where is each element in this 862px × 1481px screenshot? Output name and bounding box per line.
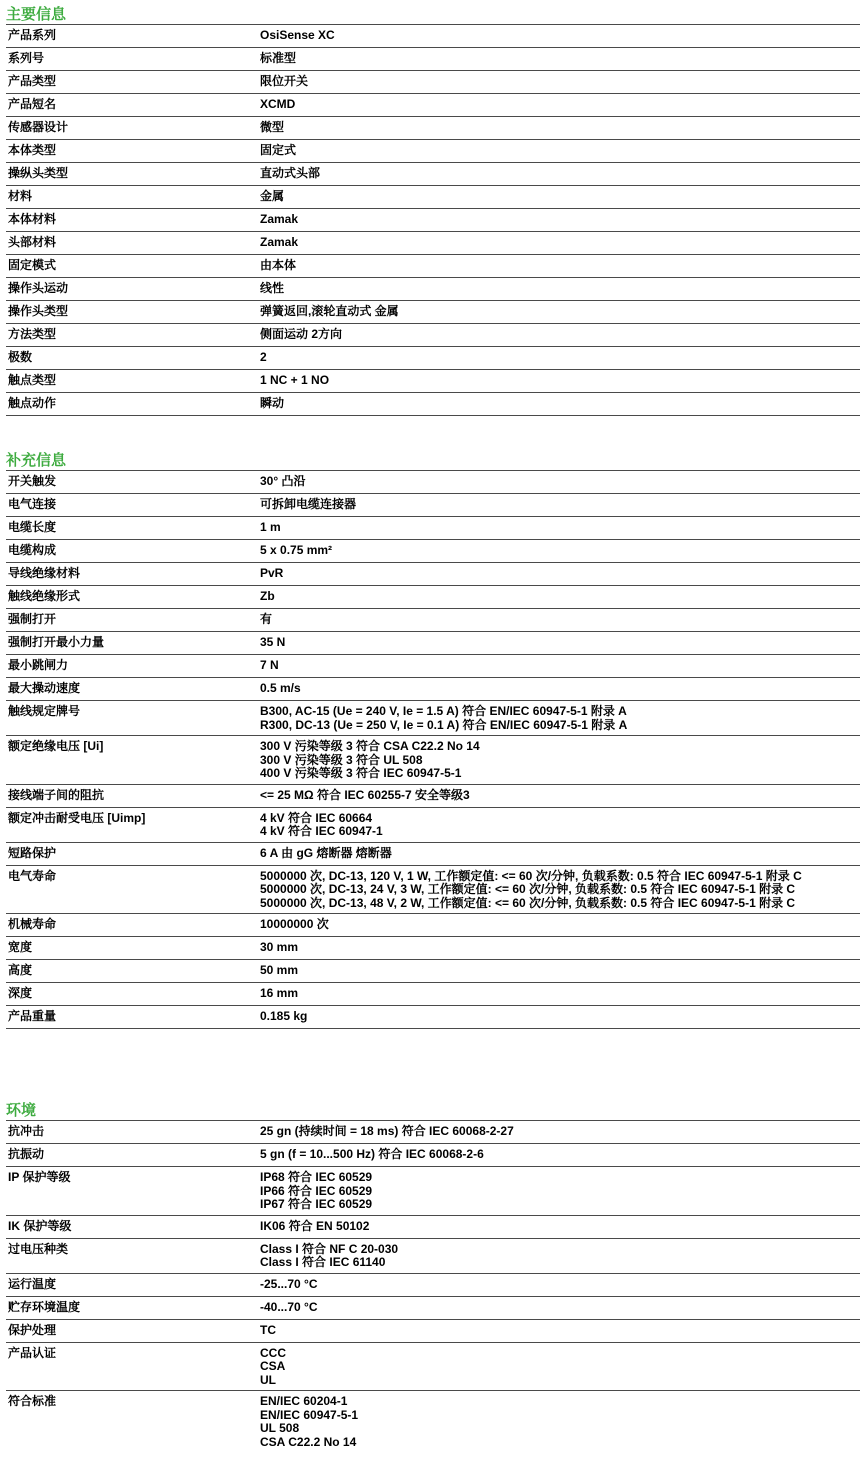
section-title: 补充信息 — [6, 452, 67, 469]
spec-value-line: IK06 符合 EN 50102 — [260, 1218, 370, 1233]
section-3 — [6, 1102, 860, 1452]
spec-row — [6, 865, 860, 914]
spec-value — [258, 1121, 860, 1143]
spec-label: 最小跳闸力 — [8, 658, 69, 672]
spec-label: 导线绝缘材料 — [8, 566, 81, 580]
spec-value-line: 标准型 — [260, 51, 297, 65]
spec-value — [258, 94, 860, 116]
spec-row — [6, 162, 860, 185]
spec-value-line: CSA C22.2 No 14 — [260, 1434, 357, 1449]
spec-value — [258, 1320, 860, 1342]
spec-value-line: CCC — [260, 1345, 286, 1360]
spec-value-line: 微型 — [260, 120, 285, 134]
spec-label: 产品类型 — [8, 74, 57, 88]
spec-row — [6, 93, 860, 116]
spec-value-line: 300 V 污染等级 3 符合 UL 508 — [260, 752, 423, 767]
spec-row — [6, 1120, 860, 1143]
spec-value — [258, 301, 860, 323]
spec-value-line: XCMD — [260, 97, 296, 111]
spec-row — [6, 562, 860, 585]
spec-label: 电气连接 — [8, 497, 57, 511]
spec-value — [258, 517, 860, 539]
spec-label: 接线端子间的阻抗 — [8, 787, 105, 802]
spec-value — [258, 232, 860, 254]
spec-label: IK 保护等级 — [8, 1218, 72, 1233]
spec-label: 材料 — [8, 189, 33, 203]
spec-value-line: 5 gn (f = 10...500 Hz) 符合 IEC 60068-2-6 — [260, 1147, 484, 1161]
spec-row — [6, 784, 860, 807]
spec-value-line: 弹簧返回,滚轮直动式 金属 — [260, 304, 399, 318]
spec-value-line: 5000000 次, DC-13, 120 V, 1 W, 工作额定值: <= 60 次/分钟, 负载系数: 0.5 符合 IEC 60947-5-1 附录 C — [260, 868, 802, 883]
spec-value-line: CSA — [260, 1359, 286, 1373]
spec-value-line: Class I 符合 NF C 20-030 — [260, 1241, 399, 1256]
spec-value-line: 30° 凸沿 — [260, 474, 306, 488]
spec-value — [258, 25, 860, 47]
spec-label: 高度 — [8, 963, 33, 977]
spec-value-line: EN/IEC 60204-1 — [260, 1394, 348, 1408]
spec-row — [6, 323, 860, 346]
spec-value-line: 35 N — [260, 635, 286, 649]
spec-row — [6, 208, 860, 231]
spec-value-line: 0.185 kg — [260, 1009, 308, 1023]
spec-row — [6, 539, 860, 562]
section-title: 环境 — [6, 1102, 37, 1119]
spec-value — [258, 186, 860, 208]
spec-value — [258, 843, 860, 865]
spec-value-line: 4 kV 符合 IEC 60664 — [260, 810, 373, 825]
spec-value — [258, 48, 860, 70]
spec-label: 抗振动 — [8, 1147, 45, 1161]
spec-value-line: R300, DC-13 (Ue = 250 V, Ie = 0.1 A) 符合 EN/IEC 60947-5-1 附录 A — [260, 717, 628, 732]
spec-value — [258, 866, 860, 914]
spec-value-line: 300 V 污染等级 3 符合 CSA C22.2 No 14 — [260, 739, 480, 753]
spec-row — [6, 842, 860, 865]
spec-value — [258, 370, 860, 392]
spec-value — [258, 209, 860, 231]
spec-value-line: <= 25 MΩ 符合 IEC 60255-7 安全等级3 — [260, 787, 470, 802]
spec-value-line: 限位开关 — [260, 74, 309, 88]
spec-row — [6, 608, 860, 631]
spec-value-line: Zamak — [260, 212, 299, 226]
spec-value — [258, 1391, 860, 1452]
spec-value-line: PvR — [260, 566, 284, 580]
spec-label: 固定模式 — [8, 258, 57, 272]
spec-value — [258, 471, 860, 493]
spec-label: 传感器设计 — [8, 120, 69, 134]
spec-value — [258, 1006, 860, 1028]
spec-value-line: 50 mm — [260, 963, 299, 977]
spec-value — [258, 914, 860, 936]
spec-value — [258, 808, 860, 842]
spec-row — [6, 300, 860, 323]
spec-value — [258, 1274, 860, 1296]
spec-label: 额定绝缘电压 [Ui] — [8, 739, 104, 753]
spec-value-line: 金属 — [260, 189, 285, 203]
spec-value-line: IP68 符合 IEC 60529 — [260, 1170, 373, 1184]
spec-value-line: EN/IEC 60947-5-1 — [260, 1407, 359, 1422]
spec-row — [6, 24, 860, 47]
spec-value-line: -25...70 °C — [260, 1276, 318, 1291]
spec-value — [258, 494, 860, 516]
spec-row — [6, 369, 860, 392]
spec-value — [258, 1167, 860, 1215]
spec-value — [258, 140, 860, 162]
spec-value-line: IP67 符合 IEC 60529 — [260, 1197, 373, 1211]
spec-value — [258, 324, 860, 346]
spec-row — [6, 700, 860, 735]
spec-value — [258, 960, 860, 982]
spec-row — [6, 116, 860, 139]
spec-value-line: 4 kV 符合 IEC 60947-1 — [260, 824, 383, 838]
spec-value — [258, 278, 860, 300]
spec-value-line: UL — [260, 1372, 276, 1387]
spec-value-line: 6 A 由 gG 熔断器 熔断器 — [260, 845, 392, 860]
spec-row — [6, 913, 860, 936]
spec-value-line: 10000000 次 — [260, 917, 329, 931]
spec-value — [258, 1216, 860, 1238]
spec-label: 电缆长度 — [8, 520, 57, 534]
spec-row — [6, 1342, 860, 1391]
spec-row — [6, 1005, 860, 1028]
spec-value-line: 7 N — [260, 658, 279, 672]
spec-row — [6, 959, 860, 982]
spec-label: 产品系列 — [8, 28, 57, 42]
spec-value-line: 400 V 污染等级 3 符合 IEC 60947-5-1 — [260, 766, 462, 780]
spec-value-line: 30 mm — [260, 940, 299, 954]
spec-label: IP 保护等级 — [8, 1170, 71, 1184]
spec-value-line: 16 mm — [260, 986, 299, 1000]
spec-row — [6, 47, 860, 70]
spec-row — [6, 735, 860, 784]
spec-value-line: 瞬动 — [260, 396, 285, 410]
spec-label: 本体材料 — [8, 212, 57, 226]
spec-row — [6, 1238, 860, 1273]
spec-value-line: Zb — [260, 589, 275, 603]
spec-label: 开关触发 — [8, 474, 57, 488]
spec-label: 操纵头类型 — [8, 166, 69, 180]
spec-value — [258, 586, 860, 608]
spec-label: 额定冲击耐受电压 [Uimp] — [8, 810, 146, 825]
spec-value-line: 2 — [260, 350, 267, 364]
spec-value-line: 可拆卸电缆连接器 — [260, 497, 357, 511]
spec-value — [258, 678, 860, 700]
spec-value — [258, 632, 860, 654]
spec-value-line: Zamak — [260, 235, 299, 249]
spec-row — [6, 654, 860, 677]
spec-value-line: 线性 — [260, 281, 285, 295]
spec-row — [6, 493, 860, 516]
spec-label: 保护处理 — [8, 1322, 57, 1337]
spec-label: 机械寿命 — [8, 917, 57, 931]
spec-label: 符合标准 — [8, 1394, 57, 1408]
spec-row — [6, 516, 860, 539]
spec-label: 抗冲击 — [8, 1124, 45, 1138]
spec-value — [258, 736, 860, 784]
spec-value-line: -40...70 °C — [260, 1299, 318, 1314]
spec-value-line: OsiSense XC — [260, 28, 335, 42]
spec-row — [6, 807, 860, 842]
spec-row — [6, 470, 860, 493]
spec-label: 产品认证 — [8, 1345, 57, 1360]
spec-row — [6, 1215, 860, 1238]
spec-row — [6, 1390, 860, 1452]
spec-value-line: 1 m — [260, 520, 281, 534]
spec-label: 产品短名 — [8, 97, 57, 111]
spec-row — [6, 631, 860, 654]
spec-value — [258, 937, 860, 959]
section-title: 主要信息 — [6, 6, 67, 23]
spec-value-line: TC — [260, 1322, 276, 1337]
spec-value-line: B300, AC-15 (Ue = 240 V, Ie = 1.5 A) 符合 EN/IEC 60947-5-1 附录 A — [260, 704, 627, 718]
spec-value-line: 5 x 0.75 mm² — [260, 543, 333, 557]
spec-label: 触点动作 — [8, 396, 57, 410]
section-1 — [6, 6, 860, 416]
spec-row — [6, 231, 860, 254]
spec-value-line: 有 — [260, 612, 273, 626]
spec-label: 过电压种类 — [8, 1241, 69, 1256]
spec-label: 深度 — [8, 986, 33, 1000]
spec-row — [6, 277, 860, 300]
spec-label: 电缆构成 — [8, 543, 57, 557]
spec-label: 强制打开最小力量 — [8, 635, 105, 649]
spec-label: 头部材料 — [8, 235, 57, 249]
spec-value — [258, 1144, 860, 1166]
spec-row — [6, 982, 860, 1005]
spec-value — [258, 655, 860, 677]
spec-value — [258, 255, 860, 277]
spec-label: 触点类型 — [8, 373, 57, 387]
spec-value — [258, 785, 860, 807]
spec-value-line: 固定式 — [260, 143, 297, 157]
spec-label: 方法类型 — [8, 327, 57, 341]
spec-label: 触线绝缘形式 — [8, 589, 81, 603]
spec-value-line: 0.5 m/s — [260, 681, 301, 695]
spec-value — [258, 1297, 860, 1319]
spec-label: 操作头运动 — [8, 281, 69, 295]
spec-row — [6, 1296, 860, 1319]
spec-label: 运行温度 — [8, 1276, 57, 1291]
spec-label: 宽度 — [8, 940, 33, 954]
spec-value-line: 5000000 次, DC-13, 48 V, 2 W, 工作额定值: <= 60 次/分钟, 负载系数: 0.5 符合 IEC 60947-5-1 附录 C — [260, 895, 796, 910]
spec-row — [6, 139, 860, 162]
spec-value — [258, 983, 860, 1005]
spec-row — [6, 1143, 860, 1166]
spec-label: 短路保护 — [8, 845, 57, 860]
spec-row — [6, 70, 860, 93]
spec-label: 强制打开 — [8, 612, 57, 626]
spec-row — [6, 585, 860, 608]
spec-value-line: 5000000 次, DC-13, 24 V, 3 W, 工作额定值: <= 60 次/分钟, 负载系数: 0.5 符合 IEC 60947-5-1 附录 C — [260, 882, 796, 896]
spec-value — [258, 1343, 860, 1391]
spec-value-line: 1 NC + 1 NO — [260, 373, 330, 387]
spec-value — [258, 563, 860, 585]
spec-value — [258, 71, 860, 93]
spec-row — [6, 1319, 860, 1342]
section-2 — [6, 452, 860, 1029]
spec-label: 系列号 — [8, 51, 45, 65]
spec-label: 最大操动速度 — [8, 681, 81, 695]
spec-value-line: 25 gn (持续时间 = 18 ms) 符合 IEC 60068-2-27 — [260, 1124, 514, 1138]
spec-value — [258, 393, 860, 415]
spec-row — [6, 677, 860, 700]
spec-row — [6, 254, 860, 277]
spec-row — [6, 1273, 860, 1296]
spec-row — [6, 346, 860, 369]
spec-value-line: 直动式头部 — [260, 166, 321, 180]
spec-value — [258, 701, 860, 735]
spec-row — [6, 1166, 860, 1215]
spec-value-line: 侧面运动 2方向 — [260, 327, 343, 341]
section-bottom-rule — [6, 415, 860, 416]
spec-value — [258, 117, 860, 139]
spec-value — [258, 540, 860, 562]
spec-value-line: Class I 符合 IEC 61140 — [260, 1255, 386, 1269]
spec-row — [6, 185, 860, 208]
spec-label: 产品重量 — [8, 1009, 57, 1023]
spec-label: 电气寿命 — [8, 868, 57, 883]
spec-value — [258, 347, 860, 369]
spec-value — [258, 609, 860, 631]
spec-row — [6, 936, 860, 959]
spec-label: 操作头类型 — [8, 304, 69, 318]
spec-row — [6, 392, 860, 415]
spec-label: 本体类型 — [8, 143, 57, 157]
section-bottom-rule — [6, 1028, 860, 1029]
spec-value — [258, 1239, 860, 1273]
spec-value — [258, 163, 860, 185]
spec-label: 触线规定牌号 — [8, 704, 81, 718]
spec-label: 极数 — [8, 350, 33, 364]
spec-value-line: 由本体 — [260, 258, 297, 272]
spec-value-line: IP66 符合 IEC 60529 — [260, 1183, 373, 1198]
spec-label: 贮存环境温度 — [8, 1299, 81, 1314]
spec-value-line: UL 508 — [260, 1421, 300, 1435]
